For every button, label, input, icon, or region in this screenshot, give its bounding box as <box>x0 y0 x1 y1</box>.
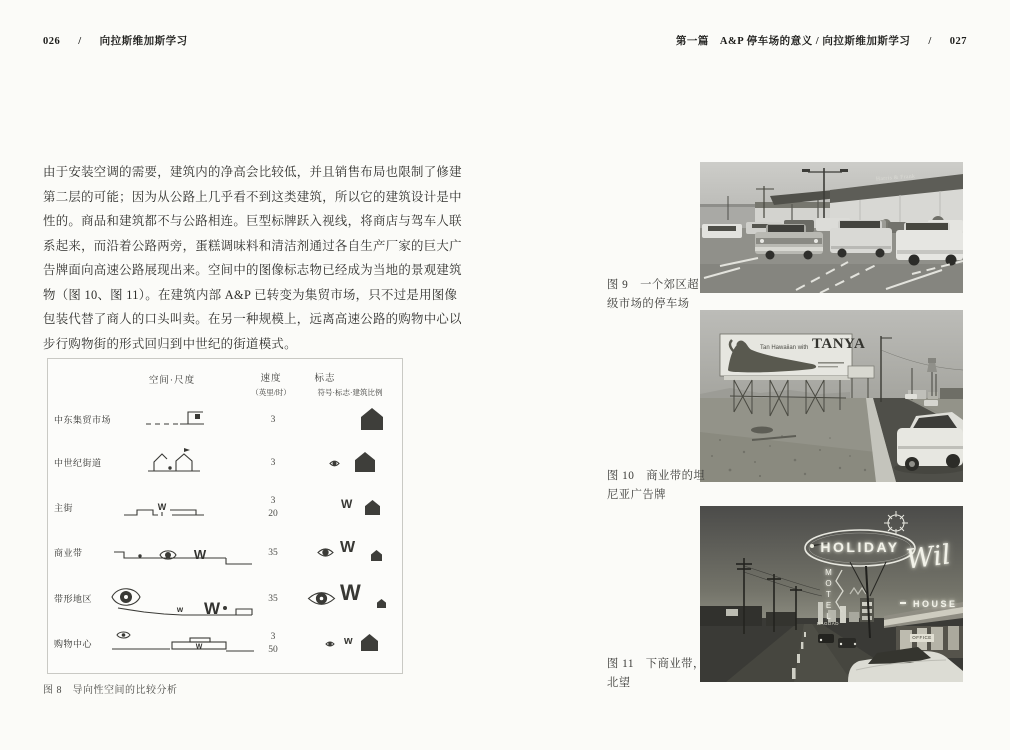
svg-text:W: W <box>203 599 221 618</box>
right-page-number: 027 <box>949 36 967 47</box>
svg-text:W: W <box>195 643 203 651</box>
diagram-strip <box>108 533 258 573</box>
row-label: 商业带 <box>54 548 83 558</box>
speed-cell: 35 <box>268 593 278 604</box>
figure9-caption: 图 9 一个郊区超 级市场的停车场 <box>607 279 700 310</box>
book-title: 向拉斯维加斯学习 <box>99 36 188 47</box>
sign-letter-w: W <box>340 580 361 605</box>
eye-icon <box>329 459 340 468</box>
table-row-medieval-street <box>48 443 402 483</box>
sign-cell <box>303 443 399 483</box>
dash-decoration <box>900 602 906 604</box>
sign-cell <box>303 579 399 619</box>
sign-cell <box>303 624 399 664</box>
body-line: 第二层的可能；因为从公路上几乎看不到这类建筑，所以它的建筑设计是中 <box>43 189 462 204</box>
svg-text:W: W <box>193 547 207 562</box>
col-header-sign: 标志 <box>314 374 336 384</box>
body-line: 步行购物街的形式回归到中世纪的街道模式。 <box>43 336 297 351</box>
photo-night-strip <box>700 506 963 682</box>
speed-cell: 3 <box>270 457 276 468</box>
billboard-brand-text: TANYA <box>812 336 866 352</box>
table-row-strip <box>48 533 402 573</box>
col-header-speed: 速度 <box>260 374 282 384</box>
sign-cell <box>303 488 399 528</box>
body-line: 性的。商品和建筑都不与公路相连。巨型标牌跃入视线，将商店与驾车人联 <box>43 214 462 228</box>
speed-cell: 3 50 <box>268 632 278 655</box>
speed-cell: 3 <box>270 414 276 425</box>
row-label: 中世纪街道 <box>54 458 102 468</box>
house-icon <box>365 500 380 515</box>
speed-cell: 35 <box>268 547 278 558</box>
body-line: 系起来，而沿着公路两旁，蛋糕调味料和清洁剂通过各自生产厂家的巨大广 <box>43 238 462 253</box>
neon-house-text: HOUSE <box>913 599 958 609</box>
table-row-strip-district <box>48 579 402 619</box>
house-icon <box>355 452 375 472</box>
body-line: 告牌面向高速公路展现出来。空间中的图像标志物已经成为当地的景观建筑 <box>43 263 462 277</box>
diagram-main-street <box>108 488 258 528</box>
row-label: 主街 <box>54 503 74 513</box>
eye-icon <box>317 546 334 559</box>
sign-cell <box>303 533 399 573</box>
header-separator: / <box>78 36 82 47</box>
body-line: 包装代替了商人的口头叫卖。在另一种规模上，远离高速公路的购物中心以 <box>43 312 462 326</box>
figure8-caption: 图 8 导向性空间的比较分析 <box>43 685 178 696</box>
header-separator: / <box>928 36 932 47</box>
parking-lot-scene <box>700 162 963 293</box>
eye-icon <box>307 588 336 609</box>
diagram-shopping-center <box>108 624 258 664</box>
figure10-caption: 图 10 商业带的坦 尼亚广告牌 <box>607 470 706 501</box>
body-paragraph <box>43 160 475 356</box>
figure11-caption: 图 11 下商业带， 北望 <box>607 658 705 689</box>
col-header-space: 空间·尺度 <box>148 376 196 386</box>
sign-letter-w: W <box>340 539 356 556</box>
svg-text:w: w <box>176 605 184 614</box>
store-sign-text: Harris & Frank <box>875 173 916 183</box>
neon-script-text: Wil <box>904 539 953 576</box>
table-row-shopping-center <box>48 624 402 664</box>
left-page-header <box>43 33 188 48</box>
neon-bagdad-text: BAGDAD <box>817 621 840 626</box>
neon-house-sign <box>900 594 962 612</box>
billboard-tagline-text: Tan Hawaiian with <box>760 345 809 351</box>
diagram-bazaar <box>108 400 258 440</box>
table-row-bazaar <box>48 400 402 440</box>
house-icon <box>371 550 382 561</box>
office-sign-text: OFFICE <box>912 635 932 640</box>
chapter-title: 第一篇 A&P 停车场的意义 / 向拉斯维加斯学习 <box>675 36 911 47</box>
speed-cell: 3 20 <box>268 496 278 519</box>
neon-motel-vertical-text: MOTEL <box>824 568 833 623</box>
row-label: 带形地区 <box>54 594 93 604</box>
diagram-medieval-street <box>108 443 258 483</box>
svg-text:W: W <box>157 502 167 512</box>
photo-billboard-strip <box>700 310 963 482</box>
body-line: 物（图 10、图 11）。在建筑内部 A&P 已转变为集贸市场，只不过是用图像 <box>43 287 458 302</box>
sign-letter-w: w <box>344 635 353 647</box>
col-header-sign-sub: 符号·标志·建筑比例 <box>317 388 383 397</box>
col-header-speed-unit: （英里/时） <box>251 388 291 397</box>
sign-cell <box>303 400 399 440</box>
right-page-header <box>676 33 967 48</box>
sign-letter-w: W <box>341 497 353 511</box>
figure8-comparison-table <box>47 358 403 674</box>
neon-holiday-text: HOLIDAY <box>820 539 900 555</box>
row-label: 购物中心 <box>54 639 93 649</box>
house-icon <box>377 599 386 608</box>
house-icon <box>361 634 378 651</box>
table-row-main-street <box>48 488 402 528</box>
diagram-strip-district <box>108 579 268 623</box>
left-page-number: 026 <box>43 36 61 47</box>
house-icon <box>361 408 383 430</box>
row-label: 中东集贸市场 <box>54 415 112 425</box>
body-line: 由于安装空调的需要，建筑内的净高会比较低，并且销售布局也限制了修建 <box>43 165 462 179</box>
eye-icon <box>325 640 335 648</box>
photo-parking-lot <box>700 162 963 293</box>
